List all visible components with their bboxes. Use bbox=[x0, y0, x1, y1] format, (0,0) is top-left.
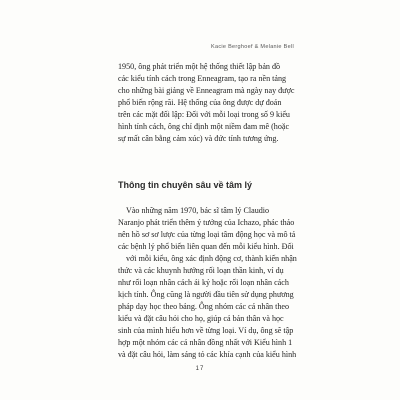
paragraph-line: 1950, ông phát triển một hệ thống thiết lập bản đồ bbox=[118, 62, 281, 71]
paragraph-line: sinh của mình hiểu hơn về từng loại. Ví dụ, ông sẽ tập bbox=[118, 326, 294, 335]
paragraph-line: kịch tính. Ông cũng là người đầu tiên sử dụng phương bbox=[118, 290, 294, 299]
paragraph-line: như rối loạn nhân cách ái kỷ hoặc rối loạn nhân cách bbox=[118, 278, 289, 287]
paragraph-line: và đặt câu hỏi, làm sáng tỏ các khía cạnh của kiểu hình bbox=[118, 350, 297, 359]
paragraph-line: Naranjo phát triển thêm ý tưởng của Ichazo, phác thảo bbox=[118, 218, 295, 227]
paragraph-line: phổ biến rộng rãi. Hệ thống của ông được dự đoán bbox=[118, 98, 282, 107]
paragraph-line: kiểu và đặt câu hỏi cho họ, giúp cả bản thân và học bbox=[118, 314, 284, 323]
paragraph-line: trên các mặt đối lập: Đối với mỗi loại trong số 9 kiểu bbox=[118, 110, 290, 119]
paragraph-line: hình tính cách, ông chỉ định một niềm đam mê (hoặc bbox=[118, 122, 290, 131]
paragraph-line: các kiểu tính cách trong Enneagram, tạo ra nền tảng bbox=[118, 74, 287, 83]
paragraph-line: pháp dạy học theo bảng. Ông nhóm các cá nhân theo bbox=[118, 302, 290, 311]
page-number: 17 bbox=[195, 366, 205, 372]
paragraph-line: với mỗi kiểu, ông xác định động cơ, thành kiến nhận bbox=[126, 254, 297, 263]
paragraph-line: sự mất cân bằng cảm xúc) và đức tính tương ứng. bbox=[118, 134, 279, 143]
section-heading: Thông tin chuyên sâu về tâm lý bbox=[118, 180, 253, 190]
paragraph-line: cho những bài giảng về Enneagram mà ngày nay được bbox=[118, 86, 295, 95]
paragraph-1 bbox=[118, 61, 295, 145]
paragraph-line: các bệnh lý phổ biến liên quan đến mỗi kiểu hình. Đối bbox=[118, 242, 294, 251]
paragraph-2 bbox=[118, 205, 297, 361]
paragraph-line: nên hồ sơ sơ lược của từng loại tâm động học và mô tả bbox=[118, 230, 296, 239]
paragraph-line: hợp một nhóm các cá nhân đồng nhất với Kiểu hình 1 bbox=[118, 338, 293, 347]
paragraph-line: Vào những năm 1970, bác sĩ tâm lý Claudio bbox=[126, 206, 270, 215]
running-header-authors: Kacie Berghoef & Melanie Bell bbox=[211, 44, 294, 50]
paragraph-line: thức và các khuynh hướng rối loạn thần kinh, ví dụ bbox=[118, 266, 284, 275]
